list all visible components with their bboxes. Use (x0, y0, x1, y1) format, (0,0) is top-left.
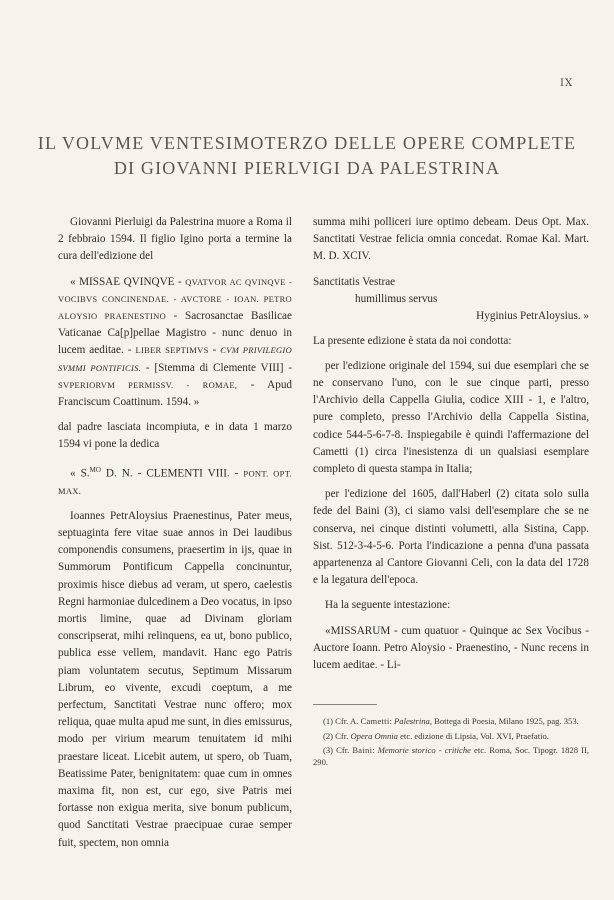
fn3-author: Baini (352, 745, 373, 755)
missae-title-superiorum: SVPERIORVM PERMISSV. - ROMAE, (58, 379, 238, 390)
intro-paragraph: Giovanni Pierluigi da Palestrina muore a Roma il 2 febbraio 1594. Il figlio Igino porta a termine la cura dell'edizione del (58, 216, 292, 263)
edition-1605-paragraph: per l'edizione del 1605, dall'Haberl (2) citata solo sulla fede del Baini (3), ci siamo valsi dell'esemplare che se ne conserva, nei cinque distinti volumetti, alla Sistina, Capp. Sist. 512-3-4-5-6. Porta l'indicazione a penna d'una passata appartenenza al Cantore Giovanni Celi, con la data del 1728 e la legatura dell'epoca. (313, 488, 589, 587)
missae-title-end: - Apud Franciscum Coattinum. 1594. » (58, 378, 293, 409)
fn3-e: etc. Roma, Soc. Tipogr. 1828 II, 290. (313, 745, 589, 767)
page-number: IX (560, 78, 574, 89)
fn3-title: Memorie storico - critiche (377, 745, 471, 755)
footnote-1 (313, 716, 589, 728)
page-title-line-2: DI GIOVANNI PIERLVIGI DA PALESTRINA (113, 158, 501, 178)
missae-title-liber: LIBER SEPTIMVS (135, 345, 209, 356)
fn1-c: : (389, 716, 395, 726)
page-title-line-1: IL VOLVME VENTESIMOTERZO DELLE OPERE COMPLETE (37, 133, 577, 153)
fn1-e: , Bottega di Poesia, Milano 1925, pag. 353. (429, 716, 579, 726)
footnote-3 (313, 745, 589, 768)
dedication-heading-sup: MO (89, 465, 101, 474)
missae-title-mid: - Sacrosanctae Basilicae Vaticanae Ca[p]pellae Magistro - nunc denuo in lucem aeditae. - (58, 310, 292, 357)
fn1-a: (1) Cfr. A. (323, 716, 361, 726)
dedication-heading-main: D. N. - CLEMENTI VIII. - (100, 467, 244, 480)
missae-title-paragraph (58, 274, 292, 412)
signature-block (313, 274, 589, 325)
edition-intro: La presente edizione è stata da noi condotta: (313, 334, 512, 347)
left-column (58, 214, 292, 860)
missae-title-sep: - (208, 344, 221, 357)
heading-intro: Ha la seguente intestazione: (325, 599, 451, 612)
missae-title-privilegio: CVM PRIVILEGIO SVMMI PONTIFICIS. (58, 345, 292, 373)
edition-1594-paragraph: per l'edizione originale del 1594, sui due esemplari che se ne conservano l'uno, con le sue cinque parti, presso l'Archivio della Cappella Giulia, codice XIII - 1, e l'altro, pure completo, presso l'Archivio della Cappella Sistina, codice 544-5-6-7-8. Inspiegabile è quindi l'affermazione del Cametti (1) circa l'inesistenza di un qualsiasi esemplare completo di questa stampa in Italia; (313, 359, 589, 476)
dedication-heading (58, 462, 292, 500)
fn2-a: (2) Cfr. (323, 730, 351, 741)
signature-line-3: Hyginius PetrAloysius. » (476, 309, 589, 322)
fn3-a: (3) Cfr. (323, 745, 353, 755)
footnotes (313, 716, 589, 771)
missae-title-stemma: - [Stemma di Clemente VIII] - (141, 361, 292, 374)
footnote-2 (313, 731, 589, 743)
fn1-title: Palestrina (394, 716, 430, 726)
footnote-divider (313, 704, 377, 705)
missarum-title-paragraph: «MISSARUM - cum quatuor - Quinque ac Sex Vocibus - Auctore Ioann. Petro Aloysio - Praenestino, - Nunc recens in lucem aeditae. - Li- (313, 624, 589, 672)
dedication-intro: dal padre lasciata incompiuta, e in data 1 marzo 1594 vi pone la dedica (58, 421, 292, 451)
missae-title-start: « MISSAE QVINQVE - (70, 275, 186, 288)
dedication-heading-pont: PONT. OPT. MAX. (58, 468, 292, 496)
dedication-text: Ioannes PetrAloysius Praenestinus, Pater meus, septuaginta fere vitae suae annos in Dei laudibus componendis consumens, praesertim in ijs, quae in Summorum Pontificum Cappella concinuntur, proximis hisce diebus ad veram, ut spero, caelestis Regni harmoniae dulcedinem a Deo vocatus, in ipso mortis limine, quae ad Divinam gloriam conscripserat, mihi relinquens, ea ut, bono publico, publica esse vellem, mandavit. Hanc ego Patris piam voluntatem secutus, Septimum Missarum Librum, eo vivente, excudi coeptum, a me perfectum, Sanctitati Vestrae nunc offero; mox reliqua, quae multa apud me sunt, in dies emissurus, modo per virium mearum tenuitatem id mihi praestare liceat. Licebit autem, ut spero, ob Tuam, Beatissime Pater, benignitatem: quae cum in omnes maxima fit, non est, cur ego, sive Patris mei fortasse non exigua merita, sive bonum publicum, quod Sanctitati Vestrae praecipuae curae semper fuit, spectem, non omnia (58, 509, 292, 849)
right-column (313, 214, 589, 682)
fn2-c: etc. edizione di Lipsia, Vol. XVI, Praefatio. (397, 730, 549, 741)
signature-line-1: Sanctitatis Vestrae (313, 275, 396, 288)
dedication-heading-s: « S. (70, 467, 90, 480)
missae-title-smallcaps-1: QVATVOR AC QVINQVE - VOCIBVS CONCINENDAE. - AVCTORE - IOAN. PETRO ALOYSIO PRAENESTINO (58, 276, 293, 322)
signature-line-2: humillimus servus (355, 292, 438, 305)
fn1-author: Cametti (360, 716, 390, 726)
fn3-c: : (372, 745, 378, 755)
fn2-title: Opera Omnia (350, 730, 398, 741)
dedication-text-continued: summa mihi polliceri iure optimo debeam. Deus Opt. Max. Sanctitati Vestrae felicia omnia concedat. Romae Kal. Mart. M. D. XCIV. (313, 216, 589, 263)
